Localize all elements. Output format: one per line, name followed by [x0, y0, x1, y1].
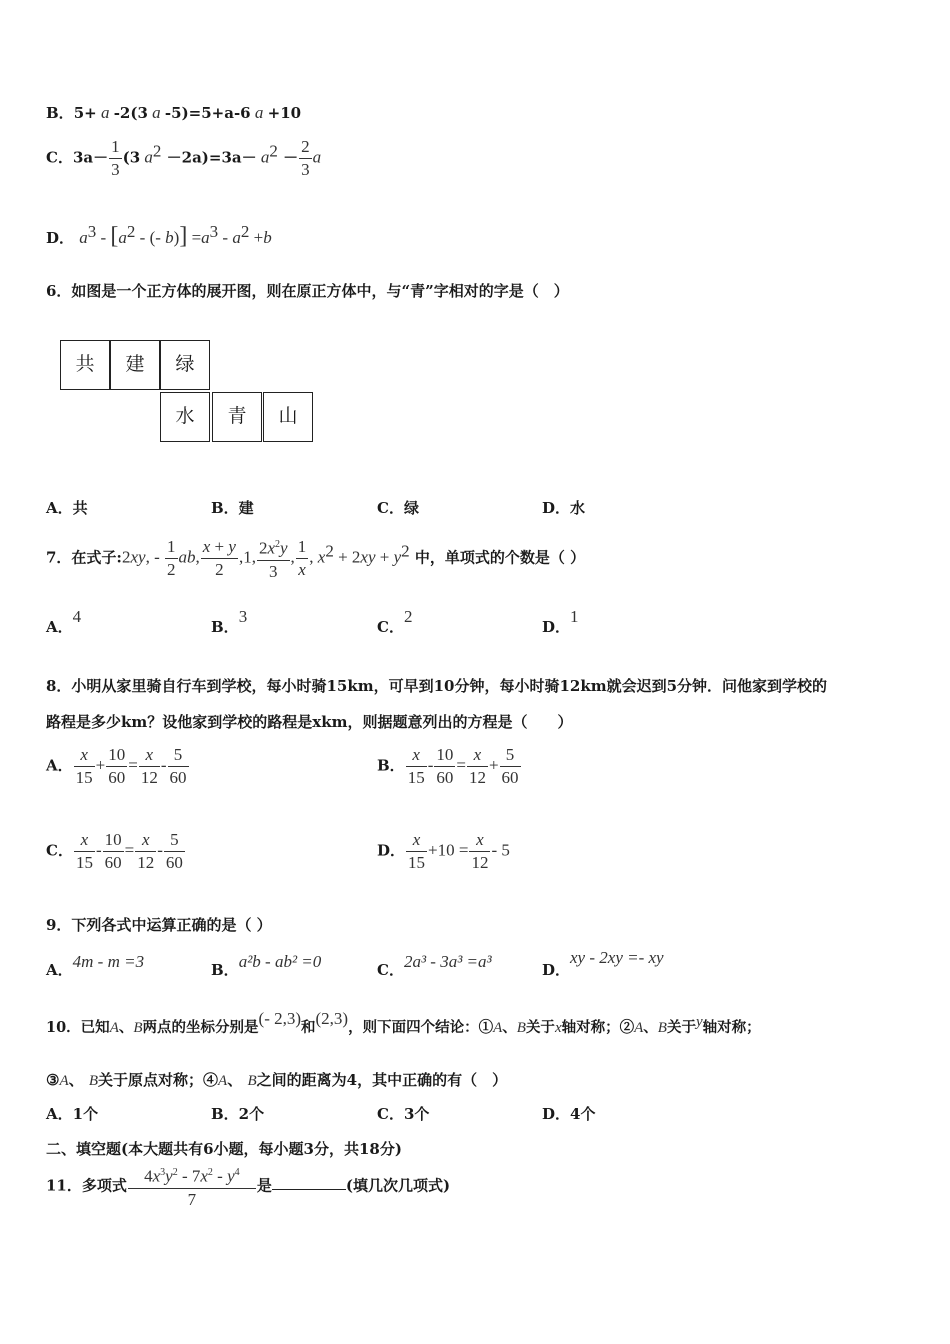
q7-option-d: D．1: [542, 607, 579, 636]
q9-option-a: A．4m - m =3: [46, 952, 145, 979]
q9-option-c: C．2a³ - 3a³ =a³: [377, 952, 492, 979]
q5-option-d: D． $a^3 - [a^2$ - (- $b)] =a^3 - a^2 +b$: [46, 222, 272, 249]
net-cell-2: 建: [110, 340, 160, 390]
net-cell-5: 青: [212, 392, 262, 442]
q9-option-b: B．a²b - ab² =0: [211, 952, 322, 979]
q6-option-c: C．绿: [377, 499, 419, 517]
q10-option-c: C．3个: [377, 1105, 430, 1123]
q5-option-c: C．3a－ $\frac{1}{3}$ (3 $a^2 -2a)=3a- a^2$ － $\frac{2}{3}$ a: [46, 137, 322, 179]
q6-stem: 6．如图是一个正方体的展开图，则在原正方体中，与“青”字相对的字是（ ）: [46, 282, 569, 300]
net-cell-6: 山: [263, 392, 313, 442]
q8-option-c: C． $\frac{x}{15}$ - $\frac{10}{60}$ = $\frac{x}{12}$ - $\frac{5}{60}$: [46, 830, 183, 872]
q10-option-b: B．2个: [211, 1105, 265, 1123]
q10-stem-line2: ③A、 B关于原点对称；④A、 B之间的距离为4，其中正确的有（ ）: [46, 1071, 508, 1089]
q6-option-d: D．水: [542, 499, 586, 517]
q11-stem: 11．多项式 $\frac{4x^3y^2 - 7x^2 - y^4}{7}$ 是 (填几次几项式): [46, 1162, 450, 1211]
q8-option-a: A． $\frac{x}{15}$ + $\frac{10}{60}$ = $\frac{x}{12}$ - $\frac{5}{60}$: [46, 745, 187, 787]
q10-option-d: D．4个: [542, 1105, 596, 1123]
net-cell-1: 共: [60, 340, 110, 390]
section-2-heading: 二、填空题(本大题共有6小题，每小题3分，共18分): [46, 1140, 402, 1158]
q9-stem: 9．下列各式中运算正确的是（ ）: [46, 916, 272, 934]
q9-option-d: D．xy - 2xy =- xy: [542, 948, 664, 979]
q8-option-b: B． $\frac{x}{15}$ - $\frac{10}{60}$ = $\frac{x}{12}$ + $\frac{5}{60}$: [377, 745, 519, 787]
net-cell-3: 绿: [160, 340, 210, 390]
net-cell-4: 水: [160, 392, 210, 442]
q11-answer-blank[interactable]: [272, 1175, 346, 1190]
cube-net: [60, 340, 320, 450]
q6-option-a: A．共: [46, 499, 88, 517]
q6-option-b: B．建: [211, 499, 254, 517]
q7-option-c: C．2: [377, 607, 413, 636]
q10-option-a: A．1个: [46, 1105, 99, 1123]
q7-option-a: A．4: [46, 607, 82, 636]
q8-stem-line2: 路程是多少km？设他家到学校的路程是xkm，则据题意列出的方程是（ ）: [46, 713, 573, 731]
q10-stem-line1: 10．已知A、B两点的坐标分别是(- 2,3)和(2,3)，则下面四个结论：①A、B关于x轴对称；②A、B关于y轴对称；: [46, 1009, 761, 1036]
q7-option-b: B．3: [211, 607, 248, 636]
q8-option-d: D． $\frac{x}{15}$ +10 = $\frac{x}{12}$ - 5: [377, 830, 510, 872]
q8-stem-line1: 8．小明从家里骑自行车到学校，每小时骑15km，可早到10分钟，每小时骑12km就会迟到5分钟．问他家到学校的: [46, 677, 828, 695]
q7-stem: 7．在式子:2xy, - $\frac{1}{2}$ ab, $\frac{x + y}{2}$ ,1, $\frac{2x^2y}{3}$ , $\frac{1}{x}$ , $x^2 + 2xy + y^2$ 中，单项式的个数是（ ）: [46, 534, 585, 583]
q5-option-b: B．5+ a -2(3 a -5)=5+a-6 a +10: [46, 103, 302, 122]
